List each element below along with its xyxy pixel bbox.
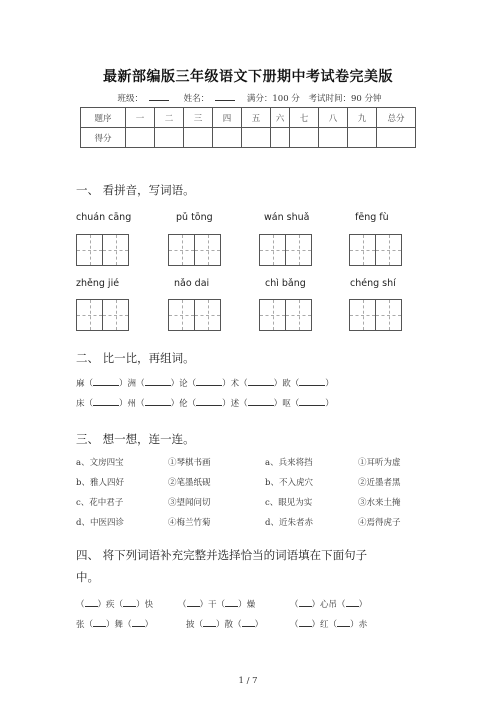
fill-idiom: （ ）疾（ ）快 xyxy=(76,600,154,610)
match-item: b、不入虎穴 xyxy=(265,478,313,488)
match-item: b、雅人四好 xyxy=(76,478,124,488)
match-item: a、兵来将挡 xyxy=(265,458,313,468)
answer-blank[interactable] xyxy=(145,377,171,386)
score-cell[interactable] xyxy=(242,128,271,148)
match-item: c、花中君子 xyxy=(76,498,124,508)
match-item: ②笔墨纸砚 xyxy=(168,478,211,488)
compare-char: 州 xyxy=(127,399,137,409)
section2-heading: 二、 比一比，再组词。 xyxy=(76,351,195,365)
compare-row-1: 麻（ ）洲（ ）论（ ）术（ ）欧（ ） xyxy=(76,379,334,389)
answer-blank[interactable] xyxy=(123,598,136,607)
compare-char: 伦 xyxy=(179,399,188,409)
fill-idiom: 披（ ）散（ ） xyxy=(186,620,264,630)
fill-idiom: 张（ ）舞（ ） xyxy=(76,620,154,630)
score-cell[interactable] xyxy=(126,128,155,148)
answer-blank[interactable] xyxy=(93,618,106,627)
writing-grid[interactable] xyxy=(259,299,312,331)
match-item: d、中医四诊 xyxy=(76,518,124,528)
score-header-cell: 五 xyxy=(242,108,271,128)
score-header-cell: 八 xyxy=(319,108,348,128)
match-item: ①耳听为虚 xyxy=(358,458,401,468)
answer-blank[interactable] xyxy=(346,598,359,607)
class-blank xyxy=(149,91,169,101)
score-row-label: 得分 xyxy=(81,128,126,148)
match-item: a、文房四宝 xyxy=(76,458,124,468)
section3-heading: 三、 想一想，连一连。 xyxy=(76,432,195,446)
answer-blank[interactable] xyxy=(242,618,255,627)
exam-info xyxy=(0,91,496,104)
pinyin-3: wán shuǎ xyxy=(264,212,310,223)
score-value-row xyxy=(81,128,416,148)
pinyin-4: fēng fù xyxy=(355,212,389,223)
writing-grid[interactable] xyxy=(76,234,129,266)
name-label: 姓名： xyxy=(181,94,239,104)
class-label: 班级： xyxy=(114,94,172,104)
compare-char: 欧 xyxy=(282,379,291,389)
section4-heading-line1: 四、 将下列词语补充完整并选择恰当的词语填在下面句子 xyxy=(76,548,368,562)
match-item: d、近朱者赤 xyxy=(265,518,313,528)
answer-blank[interactable] xyxy=(196,397,222,406)
compare-row-2: 床（ ）州（ ）伦（ ）述（ ）呕（ ） xyxy=(76,399,334,409)
score-cell[interactable] xyxy=(213,128,242,148)
answer-blank[interactable] xyxy=(248,397,274,406)
answer-blank[interactable] xyxy=(196,377,222,386)
answer-blank[interactable] xyxy=(299,397,325,406)
answer-blank[interactable] xyxy=(93,377,119,386)
writing-grid[interactable] xyxy=(168,234,221,266)
score-header-row xyxy=(81,108,416,128)
score-cell[interactable] xyxy=(377,128,416,148)
answer-blank[interactable] xyxy=(145,397,171,406)
score-header-cell: 总分 xyxy=(377,108,416,128)
fill-idiom: （ ）心吊（ ） xyxy=(290,600,368,610)
score-cell[interactable] xyxy=(271,128,290,148)
score-header-cell: 题序 xyxy=(81,108,126,128)
pinyin-2: pǔ tōng xyxy=(176,212,213,223)
answer-blank[interactable] xyxy=(187,598,200,607)
compare-char: 床 xyxy=(76,399,85,409)
answer-blank[interactable] xyxy=(299,598,312,607)
fill-row-2 xyxy=(76,618,367,630)
name-blank xyxy=(215,91,235,101)
section1-heading: 一、 看拼音，写词语。 xyxy=(76,183,195,197)
compare-char: 术 xyxy=(230,379,240,389)
answer-blank[interactable] xyxy=(203,618,216,627)
score-header-cell: 三 xyxy=(184,108,213,128)
answer-blank[interactable] xyxy=(248,377,274,386)
score-header-cell: 六 xyxy=(271,108,290,128)
score-header-cell: 九 xyxy=(348,108,377,128)
fill-idiom: （ ）干（ ）燥 xyxy=(178,600,256,610)
exam-time: 考试时间：90 分钟 xyxy=(308,94,382,104)
pinyin-1: chuán cāng xyxy=(76,212,132,223)
score-table xyxy=(80,107,416,148)
compare-char: 洲 xyxy=(127,379,137,389)
section4-heading-line2: 中。 xyxy=(76,570,99,584)
writing-grid[interactable] xyxy=(259,234,312,266)
pinyin-8: chéng shí xyxy=(350,278,396,289)
answer-blank[interactable] xyxy=(225,598,238,607)
writing-grid[interactable] xyxy=(349,299,402,331)
answer-blank[interactable] xyxy=(337,618,350,627)
answer-blank[interactable] xyxy=(299,618,312,627)
score-header-cell: 一 xyxy=(126,108,155,128)
score-header-cell: 二 xyxy=(155,108,184,128)
compare-char: 麻 xyxy=(76,379,85,389)
score-header-cell: 四 xyxy=(213,108,242,128)
answer-blank[interactable] xyxy=(85,598,98,607)
score-cell[interactable] xyxy=(184,128,213,148)
compare-char: 呕 xyxy=(282,399,291,409)
answer-blank[interactable] xyxy=(93,397,119,406)
compare-char: 述 xyxy=(230,399,240,409)
score-cell[interactable] xyxy=(290,128,319,148)
compare-char: 论 xyxy=(179,379,188,389)
writing-grid[interactable] xyxy=(76,299,129,331)
score-cell[interactable] xyxy=(155,128,184,148)
pinyin-5: zhěng jié xyxy=(76,278,120,289)
match-item: ①琴棋书画 xyxy=(168,458,211,468)
answer-blank[interactable] xyxy=(299,377,325,386)
match-item: ④梅兰竹菊 xyxy=(168,518,211,528)
match-item: ②近墨者黑 xyxy=(358,478,401,488)
match-item: ④焉得虎子 xyxy=(358,518,401,528)
full-score: 满分：100 分 xyxy=(246,94,300,104)
match-item: ③望闻问切 xyxy=(168,498,211,508)
writing-grid[interactable] xyxy=(168,299,221,331)
fill-row-1 xyxy=(76,598,367,610)
page-number: 1 / 7 xyxy=(238,676,258,686)
score-cell[interactable] xyxy=(348,128,377,148)
answer-blank[interactable] xyxy=(132,618,145,627)
writing-grid[interactable] xyxy=(349,234,402,266)
match-item: c、眼见为实 xyxy=(265,498,313,508)
score-header-cell: 七 xyxy=(290,108,319,128)
match-item: ③水来土掩 xyxy=(358,498,401,508)
pinyin-7: chì bǎng xyxy=(265,278,306,289)
score-cell[interactable] xyxy=(319,128,348,148)
pinyin-6: nǎo dai xyxy=(174,278,210,289)
page-title: 最新部编版三年级语文下册期中考试卷完美版 xyxy=(103,69,393,85)
fill-idiom: （ ）红（ ）赤 xyxy=(290,620,368,630)
